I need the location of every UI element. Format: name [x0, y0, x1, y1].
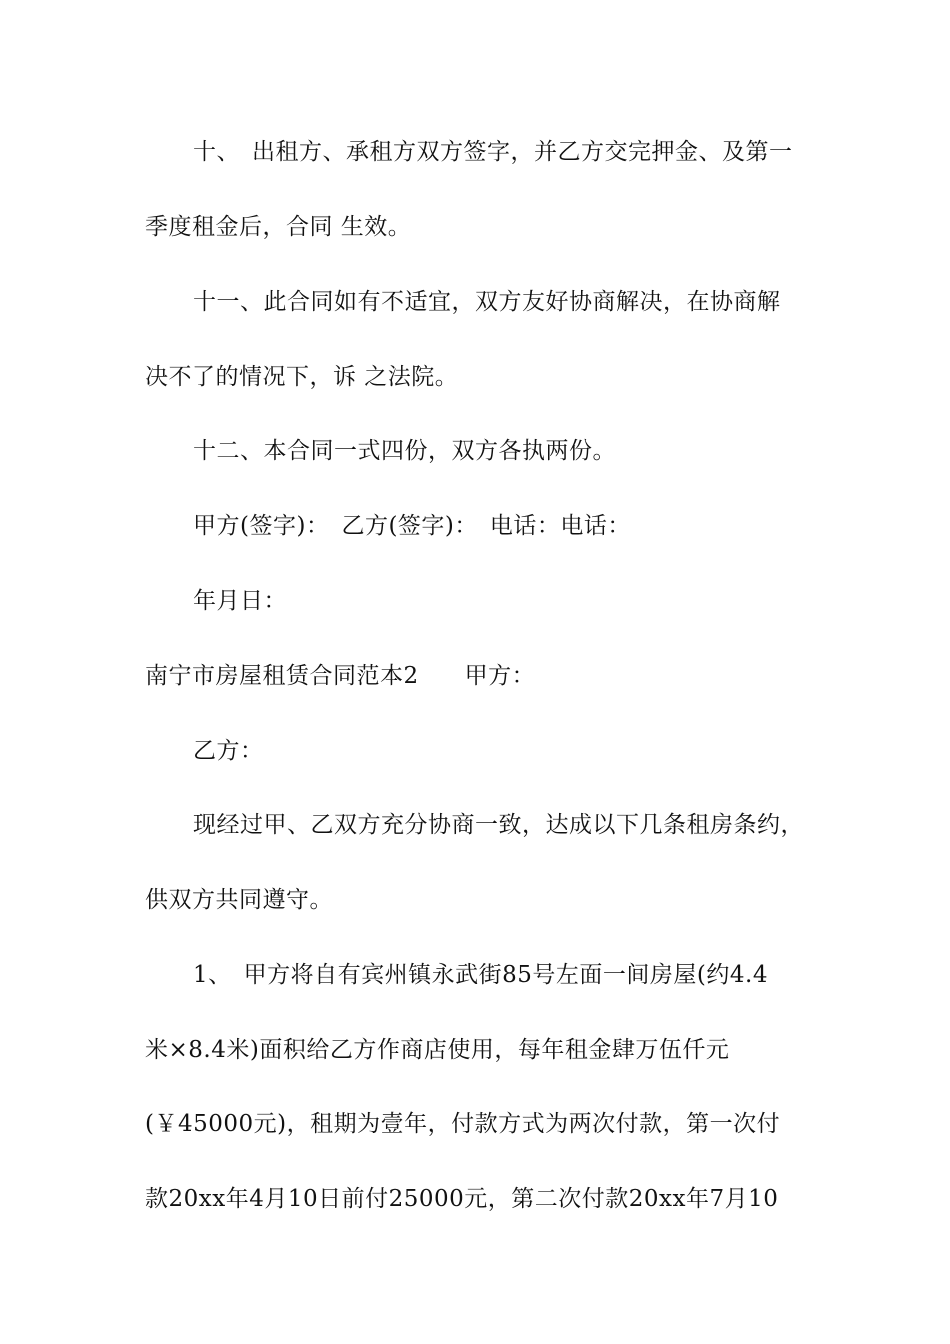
preamble-line-1: 现经过甲、乙双方充分协商一致，达成以下几条租房条约，: [193, 812, 804, 838]
signature-line: 甲方(签字)： 乙方(签字)： 电话：电话：: [193, 513, 631, 539]
clause-10-line-2: 季度租金后，合同 生效。: [145, 214, 412, 240]
clause-11-line-2: 决不了的情况下，诉 之法院。: [145, 364, 459, 390]
party-b-label: 乙方：: [193, 738, 264, 764]
clause-1-line-3: (￥45000元)，租期为壹年，付款方式为两次付款，第一次付: [145, 1111, 781, 1137]
clause-1-line-1: 1、 甲方将自有宾州镇永武街85号左面一间房屋(约4.4: [193, 962, 768, 988]
date-line: 年月日：: [193, 588, 287, 614]
party-a-label: 甲方：: [464, 663, 536, 689]
sample-title: 南宁市房屋租赁合同范本2: [145, 663, 419, 689]
preamble-line-2: 供双方共同遵守。: [145, 887, 333, 913]
clause-11-line-1: 十一、此合同如有不适宜，双方友好协商解决，在协商解: [193, 289, 781, 315]
clause-1-line-2: 米×8.4米)面积给乙方作商店使用，每年租金肆万伍仟元: [145, 1037, 730, 1063]
clause-1-line-4: 款20xx年4月10日前付25000元，第二次付款20xx年7月10: [145, 1186, 779, 1212]
clause-10-line-1: 十、 出租方、承租方双方签字，并乙方交完押金、及第一: [193, 139, 793, 165]
clause-12: 十二、本合同一式四份，双方各执两份。: [193, 438, 616, 464]
sample-2-header: [145, 660, 535, 692]
